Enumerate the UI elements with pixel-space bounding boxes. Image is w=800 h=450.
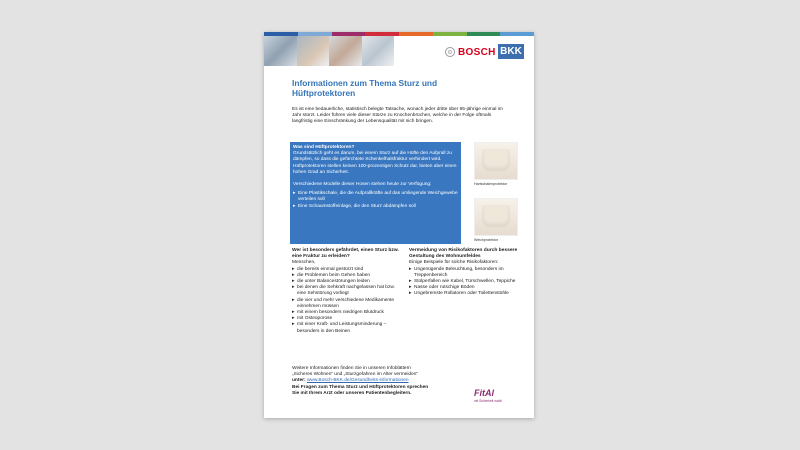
list-item: ▸ Eine Plastikschale, die die Aufprallkräfte auf das umliegende Weichgewebe verteilen soll xyxy=(293,191,458,203)
bosch-wordmark: BOSCH xyxy=(458,46,496,58)
risk-factor-column xyxy=(409,248,521,298)
list-item: ▸ mit einem besonders niedrigen Blutdruck xyxy=(292,310,404,316)
list-item: ▸ mit Osteoporose xyxy=(292,316,404,322)
footer-text xyxy=(292,366,492,397)
risk-group-column xyxy=(292,248,404,335)
bosch-logo xyxy=(445,46,496,58)
stripe-segment xyxy=(433,32,467,36)
info-box-list xyxy=(293,191,458,210)
list-item: ▸ die bereits einmal gestürzt sind xyxy=(292,267,404,273)
list-item: ▸ die Problemen beim Gehen haben xyxy=(292,273,404,279)
footer-line: Weitere Informationen finden Sie in unseren Infoblättern xyxy=(292,366,411,371)
list-item: ▸ Nasse oder rutschige Böden xyxy=(409,285,521,291)
list-item: ▸ Eine Schaumstoffeinlage, die den Sturz abdämpfen soll xyxy=(293,204,458,210)
list-item: ▸ die unter Balancestörungen leiden xyxy=(292,279,404,285)
product-photo-hard-shell xyxy=(474,142,518,180)
intro-paragraph: Es ist eine bedauerliche, statistisch belegte Tatsache, wonach jeder dritte über 65-jährige einmal im Jahr stürzt. Leider führen viele dieser Stürze zu Knochenbrüchen, welche in der Folge oftmals langfristig eine Einschränkung der Lebensqualität mit sich bringen. xyxy=(292,107,503,125)
header-photo-strip xyxy=(264,36,394,66)
info-box xyxy=(290,142,461,244)
column-heading: Wer ist besonders gefährdet, einen Sturz bzw. eine Fraktur zu erleiden? xyxy=(292,248,399,260)
info-box-text: Grundsätzlich geht es darum, bei einem Sturz auf die Hüfte den Aufprall zu dämpfen, so dass die gefürchtete Schenkelhalsfraktur verhindert wird. Hüftprotektoren stellen keinen 100-prozentigen Schutz dar, bieten aber einen hohen Grad an Sicherheit. xyxy=(293,151,457,175)
column-lead: Einige Beispiele für solche Risikofaktoren: xyxy=(409,260,499,266)
fitai-tagline: mit Sicherheit mobil xyxy=(474,399,502,403)
footer-line: Bei Fragen zum Thema Sturz und Hüftprotektoren sprechen xyxy=(292,384,429,390)
list-item: ▸ Ungebremste Rollatoren oder Toilettenstühle xyxy=(409,291,521,297)
footer-line: Sie mit Ihrem Arzt oder unseren Patientenbegleitern. xyxy=(292,390,412,396)
bosch-armature-icon xyxy=(445,47,455,57)
info-link[interactable]: www.Bosch-BKK.de/Gesundheits-informationen xyxy=(306,378,409,384)
list-item: ▸ Stolperfallen wie Kabel, Türschwellen, Teppiche xyxy=(409,279,521,285)
stripe-segment xyxy=(467,32,501,36)
product-photo-soft xyxy=(474,198,518,236)
list-item: ▸ die vier und mehr verschiedene Medikamente einnehmen müssen xyxy=(292,298,404,310)
stripe-segment xyxy=(500,32,534,36)
footer-line: „Sicheres Wohnen“ und „Sturzgefahren im Alter vermeiden“ xyxy=(292,372,419,378)
header-photo xyxy=(297,36,330,66)
fitai-logo: FitAl xyxy=(474,388,494,398)
bkk-logo: BKK xyxy=(498,44,524,59)
stripe-segment xyxy=(399,32,433,36)
footer-link-prefix: unter: xyxy=(292,378,306,384)
header-photo xyxy=(362,36,395,66)
header-photo xyxy=(329,36,362,66)
list-item: ▸ bei denen die Sehkraft nachgelassen hat bzw. eine Sehstörung vorliegt xyxy=(292,285,404,297)
risk-group-list xyxy=(292,267,404,335)
risk-factor-list xyxy=(409,267,521,298)
info-box-heading: Was sind Hüftprotektoren? xyxy=(293,145,355,150)
flyer-page xyxy=(264,32,534,418)
info-box-text: Verschiedene Modelle dieser Hosen stehen heute zur Verfügung: xyxy=(293,182,432,188)
column-lead: Menschen, xyxy=(292,260,316,266)
list-item: ▸ mit einer Kraft- und Leistungsminderung – besonders in den Beinen xyxy=(292,322,404,334)
product-caption: Hartschalenprotektor xyxy=(474,182,508,186)
header-photo xyxy=(264,36,297,66)
list-item: ▸ Ungenügende Beleuchtung, besonders im Treppenbereich xyxy=(409,267,521,279)
product-caption: Weichprotektor xyxy=(474,238,499,242)
column-heading: Vermeidung von Risikofaktoren durch bessere Gestaltung des Wohnumfeldes xyxy=(409,248,518,260)
page-title: Informationen zum Thema Sturz und Hüftprotektoren xyxy=(292,78,438,98)
